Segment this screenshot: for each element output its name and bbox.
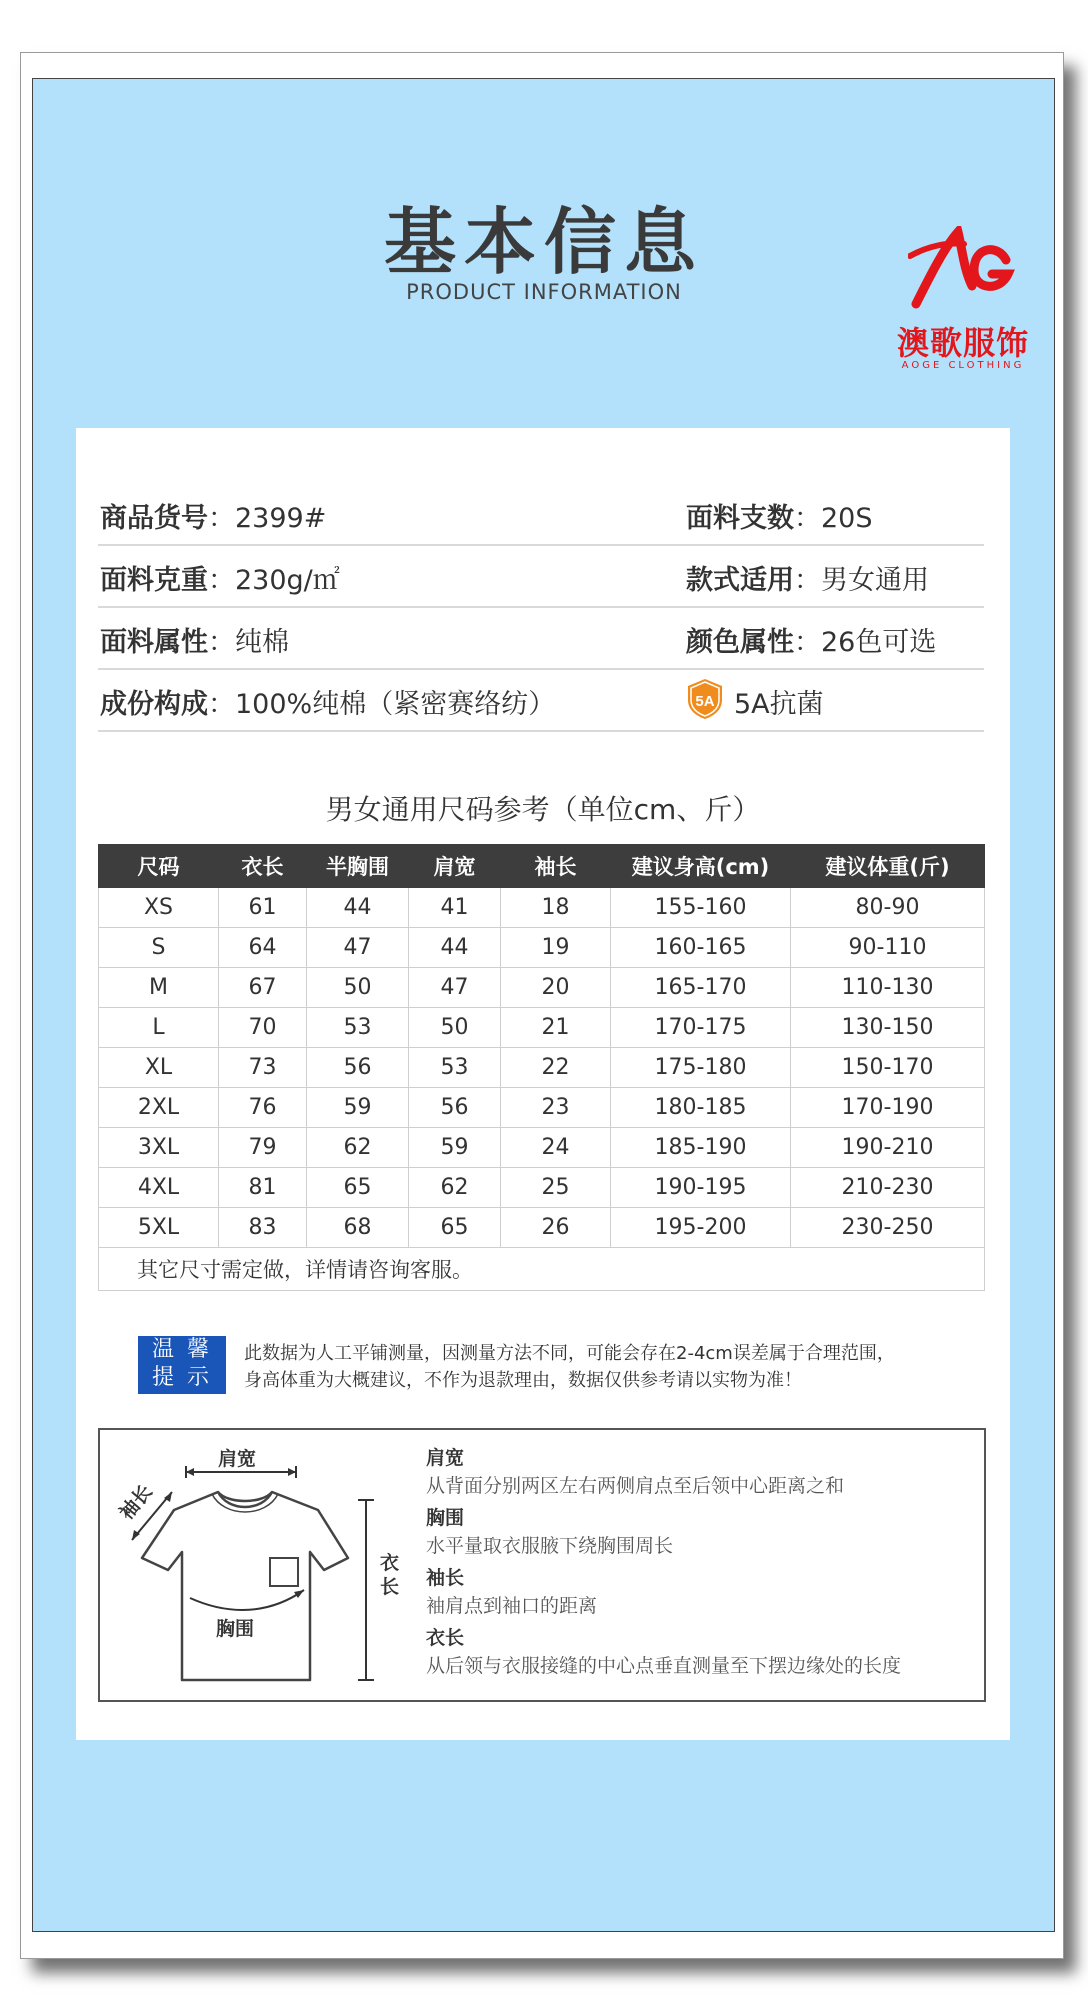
info-key: 面料克重 — [100, 565, 208, 596]
table-row — [99, 1008, 985, 1048]
info-item — [100, 558, 340, 597]
table-cell: 90-110 — [791, 928, 985, 968]
info-value: 230g/㎡ — [235, 565, 340, 596]
column-header: 半胸围 — [307, 845, 409, 888]
brand-logo — [878, 226, 1048, 374]
badge-text: 5A — [695, 693, 715, 710]
table-cell: 170-175 — [611, 1008, 791, 1048]
table-cell: M — [99, 968, 219, 1008]
tshirt-icon — [100, 1430, 420, 1700]
length-label: 长 — [380, 1576, 400, 1598]
table-cell: 19 — [501, 928, 611, 968]
info-key: 面料属性 — [100, 627, 208, 658]
table-cell: 210-230 — [791, 1168, 985, 1208]
table-cell: 47 — [307, 928, 409, 968]
table-cell: 68 — [307, 1208, 409, 1248]
table-cell: XL — [99, 1048, 219, 1088]
info-card — [76, 428, 1010, 1740]
info-key: 商品货号 — [100, 503, 208, 534]
table-cell: 76 — [219, 1088, 307, 1128]
info-separator: ： — [208, 503, 235, 534]
chest-label: 胸围 — [216, 1618, 255, 1640]
table-cell: 185-190 — [611, 1128, 791, 1168]
table-cell: 65 — [409, 1208, 501, 1248]
definition-item — [426, 1564, 982, 1620]
column-header: 衣长 — [219, 845, 307, 888]
table-cell: 20 — [501, 968, 611, 1008]
antibacterial-badge-icon — [686, 678, 724, 720]
page-subtitle: PRODUCT INFORMATION — [406, 280, 682, 304]
table-cell: 64 — [219, 928, 307, 968]
size-table — [98, 844, 985, 1291]
info-item — [686, 496, 873, 535]
info-value: 纯棉 — [235, 627, 289, 658]
brand-mark-icon — [908, 226, 1018, 314]
table-cell: 53 — [307, 1008, 409, 1048]
definition-term: 衣长 — [426, 1627, 465, 1649]
table-header-row — [99, 845, 985, 888]
column-header: 建议身高(cm) — [611, 845, 791, 888]
table-cell: 81 — [219, 1168, 307, 1208]
table-cell: 190-195 — [611, 1168, 791, 1208]
info-value: 100%纯棉（紧密赛络纺） — [235, 689, 556, 720]
table-cell: 79 — [219, 1128, 307, 1168]
table-cell: 59 — [307, 1088, 409, 1128]
page-title: 基本信息 — [383, 200, 704, 284]
info-separator: ： — [794, 503, 821, 534]
tip-line: 此数据为人工平铺测量，因测量方法不同，可能会存在2-4cm误差属于合理范围， — [244, 1343, 895, 1364]
column-header: 尺码 — [99, 845, 219, 888]
table-cell: 180-185 — [611, 1088, 791, 1128]
table-cell: 23 — [501, 1088, 611, 1128]
table-cell: 65 — [307, 1168, 409, 1208]
tip-label-line: 温 馨 — [152, 1337, 212, 1362]
table-cell: 53 — [409, 1048, 501, 1088]
table-cell: 62 — [409, 1168, 501, 1208]
info-item — [100, 620, 289, 659]
table-cell: 230-250 — [791, 1208, 985, 1248]
info-item — [100, 682, 555, 721]
size-table-title: 男女通用尺码参考（单位cm、斤） — [325, 793, 761, 826]
tip-label — [138, 1336, 226, 1394]
measurement-guide — [98, 1428, 986, 1702]
table-cell: S — [99, 928, 219, 968]
info-item — [686, 682, 824, 721]
table-cell: 50 — [409, 1008, 501, 1048]
info-row — [98, 606, 984, 670]
table-cell: 4XL — [99, 1168, 219, 1208]
table-cell: 22 — [501, 1048, 611, 1088]
tip-line: 身高体重为大概建议，不作为退款理由，数据仅供参考请以实物为准！ — [244, 1370, 802, 1391]
info-row — [98, 544, 984, 608]
table-cell: 44 — [409, 928, 501, 968]
table-cell: 2XL — [99, 1088, 219, 1128]
table-cell: 165-170 — [611, 968, 791, 1008]
table-cell: 50 — [307, 968, 409, 1008]
info-value: 20S — [821, 503, 873, 534]
table-cell: 110-130 — [791, 968, 985, 1008]
table-cell: 24 — [501, 1128, 611, 1168]
table-cell: 26 — [501, 1208, 611, 1248]
tip-label-line: 提 示 — [152, 1365, 212, 1390]
info-value: 26色可选 — [821, 627, 937, 658]
column-header: 袖长 — [501, 845, 611, 888]
definition-term: 袖长 — [426, 1567, 465, 1589]
table-row — [99, 888, 985, 928]
table-cell: 62 — [307, 1128, 409, 1168]
table-cell: 5XL — [99, 1208, 219, 1248]
table-cell: 18 — [501, 888, 611, 928]
tshirt-diagram — [100, 1430, 420, 1700]
table-row — [99, 1088, 985, 1128]
sleeve-label: 袖长 — [115, 1480, 157, 1525]
table-cell: 56 — [307, 1048, 409, 1088]
table-row — [99, 1168, 985, 1208]
definition-desc: 从背面分别两区左右两侧肩点至后领中心距离之和 — [426, 1475, 845, 1497]
info-key: 面料支数 — [686, 503, 794, 534]
table-cell: XS — [99, 888, 219, 928]
table-cell: 44 — [307, 888, 409, 928]
table-row — [99, 1048, 985, 1088]
brand-name: 澳歌服饰 — [896, 324, 1029, 362]
info-separator: ： — [794, 627, 821, 658]
table-cell: 3XL — [99, 1128, 219, 1168]
table-cell: 195-200 — [611, 1208, 791, 1248]
definition-term: 胸围 — [426, 1507, 465, 1529]
table-cell: 80-90 — [791, 888, 985, 928]
table-cell: 59 — [409, 1128, 501, 1168]
table-cell: 160-165 — [611, 928, 791, 968]
table-cell: L — [99, 1008, 219, 1048]
table-cell: 56 — [409, 1088, 501, 1128]
info-separator: ： — [208, 565, 235, 596]
table-cell: 83 — [219, 1208, 307, 1248]
table-cell: 61 — [219, 888, 307, 928]
measurement-definitions — [426, 1444, 982, 1684]
table-cell: 130-150 — [791, 1008, 985, 1048]
table-cell: 47 — [409, 968, 501, 1008]
definition-desc: 从后领与衣服接缝的中心点垂直测量至下摆边缘处的长度 — [426, 1655, 902, 1677]
table-cell: 190-210 — [791, 1128, 985, 1168]
info-item — [686, 558, 929, 597]
info-item — [100, 496, 326, 535]
table-cell: 170-190 — [791, 1088, 985, 1128]
info-key: 成份构成 — [100, 689, 208, 720]
definition-desc: 袖肩点到袖口的距离 — [426, 1595, 598, 1617]
brand-name-en: AOGE CLOTHING — [901, 360, 1025, 371]
table-cell: 175-180 — [611, 1048, 791, 1088]
info-row — [98, 482, 984, 546]
definition-desc: 水平量取衣服腋下绕胸围周长 — [426, 1535, 674, 1557]
definition-item — [426, 1444, 982, 1500]
table-row — [99, 928, 985, 968]
column-header: 肩宽 — [409, 845, 501, 888]
table-note: 其它尺寸需定做，详情请咨询客服。 — [99, 1248, 985, 1291]
table-cell: 41 — [409, 888, 501, 928]
info-separator: ： — [794, 565, 821, 596]
column-header: 建议体重(斤) — [791, 845, 985, 888]
info-key: 款式适用 — [686, 565, 794, 596]
table-cell: 73 — [219, 1048, 307, 1088]
table-note-row — [99, 1248, 985, 1291]
tip-text — [244, 1340, 984, 1394]
table-cell: 155-160 — [611, 888, 791, 928]
definition-term: 肩宽 — [426, 1447, 465, 1469]
info-item — [686, 620, 936, 659]
table-cell: 25 — [501, 1168, 611, 1208]
table-row — [99, 968, 985, 1008]
info-key: 颜色属性 — [686, 627, 794, 658]
table-row — [99, 1128, 985, 1168]
info-separator: ： — [208, 627, 235, 658]
table-cell: 150-170 — [791, 1048, 985, 1088]
info-row — [98, 668, 984, 732]
info-value: 男女通用 — [821, 565, 929, 596]
info-separator: ： — [208, 689, 235, 720]
table-cell: 70 — [219, 1008, 307, 1048]
definition-item — [426, 1504, 982, 1560]
info-value: 2399# — [235, 503, 327, 534]
table-row — [99, 1208, 985, 1248]
definition-item — [426, 1624, 982, 1680]
table-cell: 21 — [501, 1008, 611, 1048]
table-cell: 67 — [219, 968, 307, 1008]
shoulder-label: 肩宽 — [218, 1448, 257, 1470]
info-value: 5A抗菌 — [734, 689, 824, 720]
length-label: 衣 — [380, 1552, 400, 1574]
